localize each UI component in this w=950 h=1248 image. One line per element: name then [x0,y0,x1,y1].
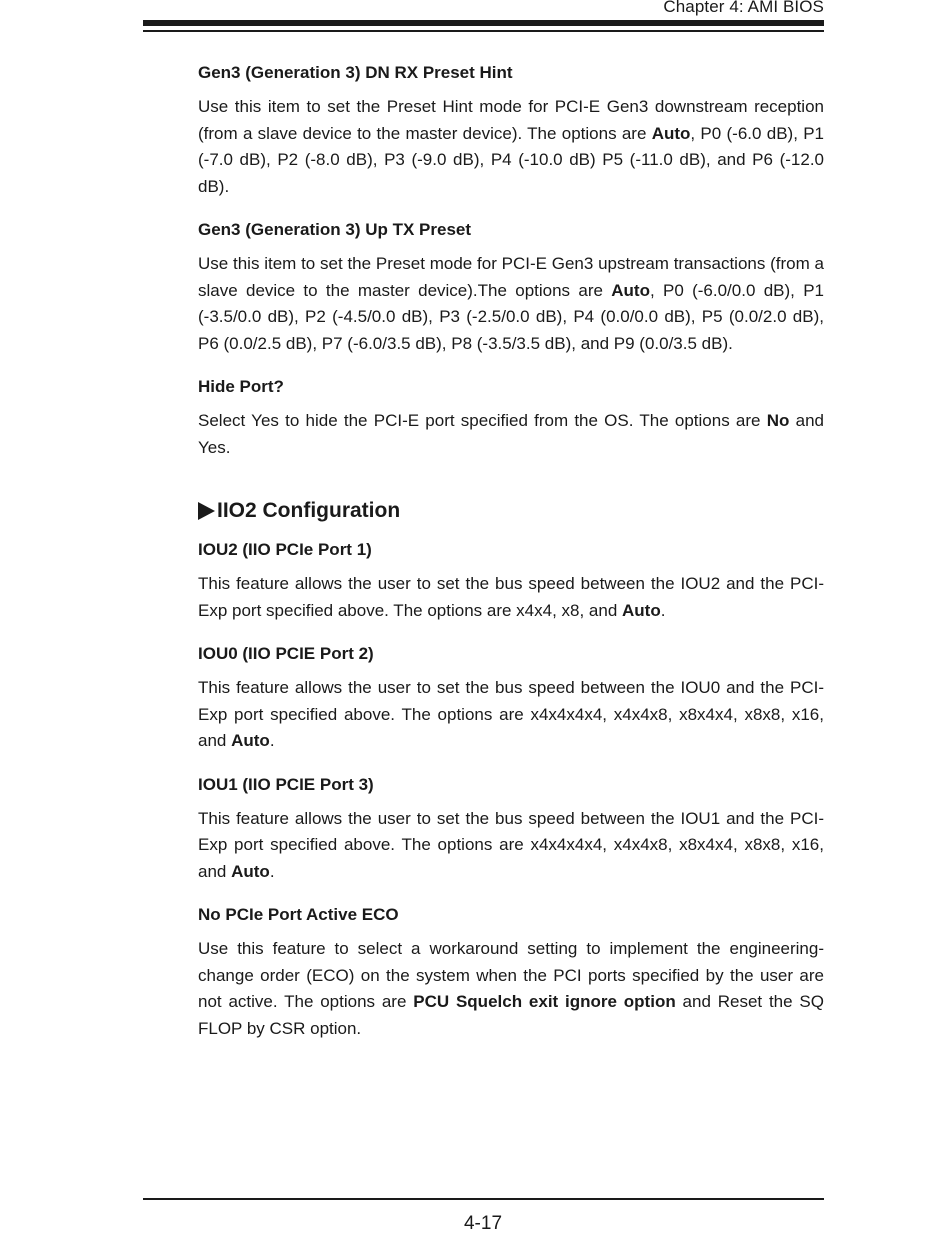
right-triangle-icon [198,502,215,520]
description-text: This feature allows the user to set the bus speed between the IOU1 and the PCI-Exp port specified above. The options are x4x4x4x4, x4x4x8, x8x4x4, x8x8, x16, and [198,808,824,881]
page-content [198,62,824,1061]
items-bottom [198,539,824,1042]
description-text: . [660,600,666,620]
item-title: Hide Port? [198,377,284,396]
description-text: and Yes. [198,411,824,457]
item-description [198,675,824,755]
description-text: Use this item to set the Preset mode for PCI-E Gen3 upstream transactions (from a slave device to the master device).The options are [198,254,824,300]
item-description [198,806,824,886]
bios-item [198,376,824,461]
description-text: This feature allows the user to set the bus speed between the IOU2 and the PCI-Exp port specified above. The options are x4x4, x8, and [198,574,824,620]
header-rule-thin [143,30,824,32]
bold-default-option: Auto [651,123,691,143]
item-title: No PCIe Port Active ECO [198,905,399,924]
bold-default-option: Auto [231,731,270,750]
bios-item [198,62,824,200]
bios-item [198,904,824,1042]
item-title: IOU1 (IIO PCIE Port 3) [198,774,374,794]
item-title: Gen3 (Generation 3) DN RX Preset Hint [198,63,513,82]
page-number: 4-17 [463,1213,503,1234]
description-text: Select Yes to hide the PCI-E port specified from the OS. The options are [198,411,767,430]
bold-default-option: PCU Squelch exit ignore option [413,992,676,1011]
description-text: , P0 (-6.0/0.0 dB), P1 (-3.5/0.0 dB), P2 (-4.5/0.0 dB), P3 (-2.5/0.0 dB), P4 (0.0/0.0 dB), P5 (0.0/2.0 dB), P6 (0.0/2.5 dB), P7 (-6.0/3.5 dB), P8 (-3.5/3.5 dB), and P9 (0.0/3.5 dB). [198,280,824,353]
description-text: . [269,731,275,750]
header-rule [143,20,824,26]
item-title: IOU2 (IIO PCIe Port 1) [198,540,372,559]
bold-default-option: Auto [622,600,661,620]
description-text: Use this item to set the Preset Hint mode for PCI-E Gen3 downstream reception (from a slave device to the master device). The options are [198,97,824,143]
section-heading [198,498,824,524]
bios-item [198,539,824,624]
description-text: and Reset the SQ FLOP by CSR option. [198,992,824,1038]
item-description [198,94,824,200]
description-text: Use this feature to select a workaround setting to implement the engineering-change order (ECO) on the system when the PCI ports specified by the user are not active. The options are [198,939,824,1011]
chapter-title: Chapter 4: AMI BIOS [663,0,824,16]
item-description [198,408,824,461]
bold-default-option: Auto [611,280,650,300]
item-description [198,936,824,1042]
description-text: This feature allows the user to set the bus speed between the IOU0 and the PCI-Exp port specified above. The options are x4x4x4x4, x4x4x8, x8x4x4, x8x8, x16, and [198,678,824,750]
bios-item [198,219,824,357]
footer-rule [143,1198,824,1200]
item-description [198,251,824,357]
item-title: Gen3 (Generation 3) Up TX Preset [198,220,472,239]
section-heading-text: IIO2 Configuration [217,499,401,522]
bios-item [198,774,824,886]
bold-default-option: Auto [231,861,270,881]
bold-default-option: No [766,411,790,430]
items-top [198,62,824,461]
bios-item [198,643,824,755]
description-text: . [269,861,275,881]
description-text: , P0 (-6.0 dB), P1 (-7.0 dB), P2 (-8.0 dB), P3 (-9.0 dB), P4 (-10.0 dB) P5 (-11.0 dB), and P6 (-12.0 dB). [198,123,824,196]
item-title: IOU0 (IIO PCIE Port 2) [198,644,374,663]
item-description [198,571,824,624]
